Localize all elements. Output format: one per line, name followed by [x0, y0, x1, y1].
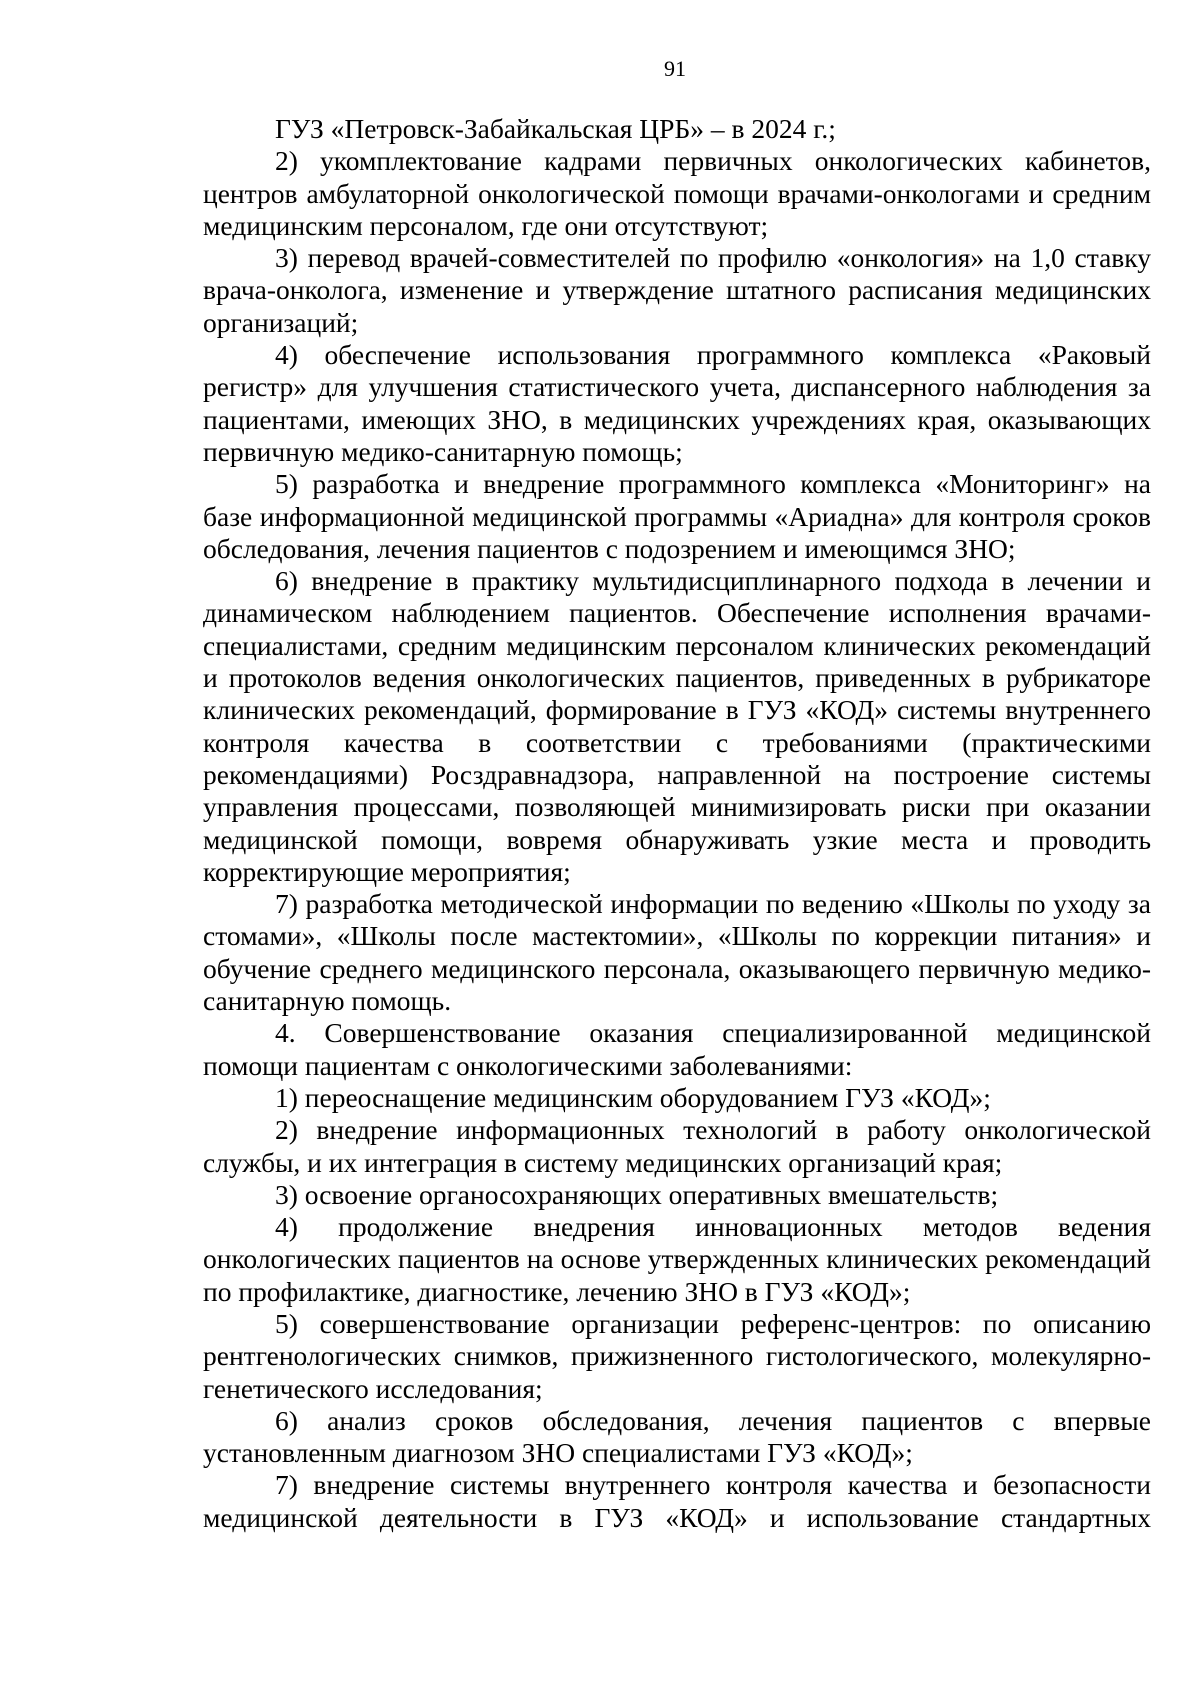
paragraph: ГУЗ «Петровск-Забайкальская ЦРБ» – в 2024 г.; [275, 113, 836, 144]
paragraph: 2) внедрение информационных технологий в работу онкологической службы, и их интеграция в систему медицинских организаций края; [203, 1114, 1151, 1178]
paragraph: 3) освоение органосохраняющих оперативных вмешательств; [275, 1178, 999, 1210]
page-body [203, 113, 1151, 1534]
paragraph: 4) обеспечение использования программного комплекса «Раковый регистр» для улучшения статистического учета, диспансерного наблюдения за пациентами, имеющих ЗНО, в медицинских учреждениях края, оказывающих первичную медико-санитарную помощь; [203, 339, 1151, 467]
paragraph: 7) разработка методической информации по ведению «Школы по уходу за стомами», «Школы после мастектомии», «Школы по коррекции питания» и обучение среднего медицинского персонала, оказывающего первичную медико-санитарную помощь. [203, 888, 1151, 1017]
section-heading-paragraph: 4. Совершенствование оказания специализированной медицинской помощи пациентам с онкологическими заболеваниями: [203, 1017, 1151, 1081]
paragraph: 6) внедрение в практику мультидисциплинарного подхода в лечении и динамическом наблюдением пациентов. Обеспечение исполнения врачами-специалистами, средним медицинским персоналом клинических рекомендаций и протоколов ведения онкологических пациентов, приведенных в рубрикаторе клинических рекомендаций, формирование в ГУЗ «КОД» системы внутреннего контроля качества в соответствии с требованиями (практическими рекомендациями) Росздравнадзора, направленной на построение системы управления процессами, позволяющей минимизировать риски при оказании медицинской помощи, вовремя обнаруживать узкие места и проводить корректирующие мероприятия; [203, 565, 1151, 887]
paragraph-continued: 7) внедрение системы внутреннего контроля качества и безопасности медицинской деятельности в ГУЗ «КОД» и использование стандартных [203, 1469, 1151, 1533]
paragraph: 2) укомплектование кадрами первичных онкологических кабинетов, центров амбулаторной онкологической помощи врачами-онкологами и средним медицинским персоналом, где они отсутствуют; [203, 145, 1151, 241]
paragraph: 4) продолжение внедрения инновационных методов ведения онкологических пациентов на основе утвержденных клинических рекомендаций по профилактике, диагностике, лечению ЗНО в ГУЗ «КОД»; [203, 1211, 1151, 1307]
paragraph: 1) переоснащение медицинским оборудованием ГУЗ «КОД»; [275, 1081, 991, 1113]
paragraph: 5) разработка и внедрение программного комплекса «Мониторинг» на базе информационной медицинской программы «Ариадна» для контроля сроков обследования, лечения пациентов с подозрением и имеющимся ЗНО; [203, 468, 1151, 564]
paragraph: 6) анализ сроков обследования, лечения пациентов с впервые установленным диагнозом ЗНО специалистами ГУЗ «КОД»; [203, 1404, 1151, 1469]
paragraph: 5) совершенствование организации референс-центров: по описанию рентгенологических снимков, прижизненного гистологического, молекулярно-генетического исследования; [203, 1307, 1151, 1404]
paragraph: 3) перевод врачей-совместителей по профилю «онкология» на 1,0 ставку врача-онколога, изменение и утверждение штатного расписания медицинских организаций; [203, 242, 1151, 338]
page-number: 91 [664, 56, 686, 81]
